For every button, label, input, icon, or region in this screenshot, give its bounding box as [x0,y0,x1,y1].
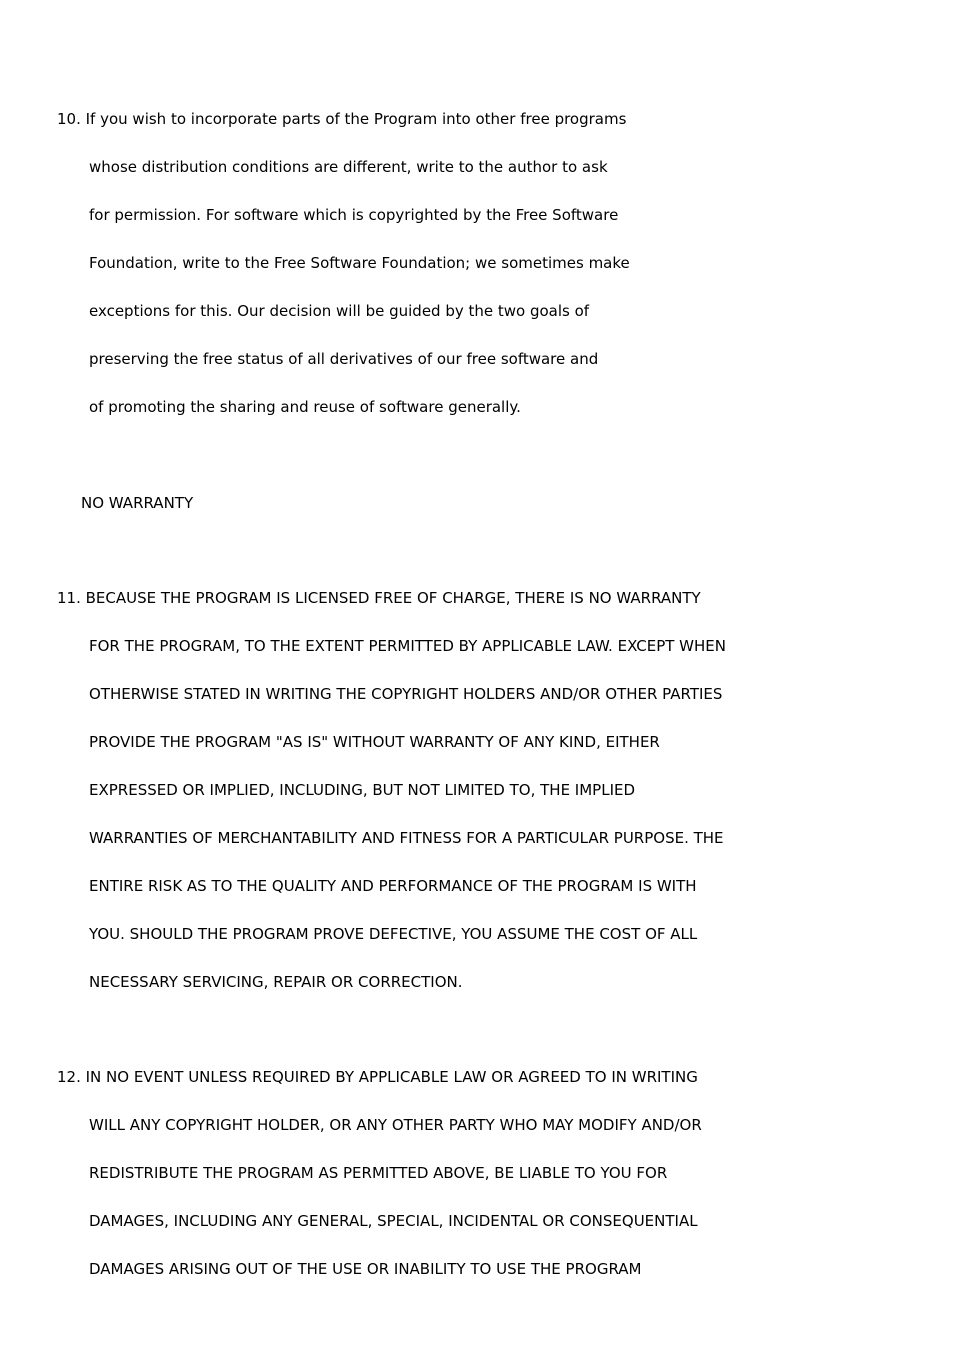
section-12-line-4: DAMAGES, INCLUDING ANY GENERAL, SPECIAL, INCIDENTAL OR CONSEQUENTIAL [89,1212,698,1230]
section-12-line-3: REDISTRIBUTE THE PROGRAM AS PERMITTED ABOVE, BE LIABLE TO YOU FOR [89,1164,668,1182]
section-11-line-7: ENTIRE RISK AS TO THE QUALITY AND PERFORMANCE OF THE PROGRAM IS WITH [89,877,697,895]
section-11-line-4: PROVIDE THE PROGRAM "AS IS" WITHOUT WARRANTY OF ANY KIND, EITHER [89,733,660,751]
section-10-line-4: Foundation, write to the Free Software Foundation; we sometimes make [89,254,630,272]
section-10-line-2: whose distribution conditions are different, write to the author to ask [89,158,608,176]
section-11-line-5: EXPRESSED OR IMPLIED, INCLUDING, BUT NOT LIMITED TO, THE IMPLIED [89,781,636,799]
section-11-line-9: NECESSARY SERVICING, REPAIR OR CORRECTION. [89,973,463,991]
section-10-line-6: preserving the free status of all derivatives of our free software and [89,350,599,368]
section-10-line-5: exceptions for this. Our decision will be guided by the two goals of [89,302,590,320]
section-10-line-1: 10. If you wish to incorporate parts of the Program into other free programs [57,110,627,128]
section-11-line-3: OTHERWISE STATED IN WRITING THE COPYRIGHT HOLDERS AND/OR OTHER PARTIES [89,685,723,703]
section-10-line-3: for permission. For software which is copyrighted by the Free Software [89,206,619,224]
section-12-line-2: WILL ANY COPYRIGHT HOLDER, OR ANY OTHER PARTY WHO MAY MODIFY AND/OR [89,1116,702,1134]
section-12-line-1: 12. IN NO EVENT UNLESS REQUIRED BY APPLICABLE LAW OR AGREED TO IN WRITING [57,1068,698,1086]
section-11-line-8: YOU. SHOULD THE PROGRAM PROVE DEFECTIVE, YOU ASSUME THE COST OF ALL [89,925,698,943]
section-heading-no-warranty: NO WARRANTY [81,494,194,512]
section-11-line-1: 11. BECAUSE THE PROGRAM IS LICENSED FREE OF CHARGE, THERE IS NO WARRANTY [57,589,701,607]
section-11-line-6: WARRANTIES OF MERCHANTABILITY AND FITNESS FOR A PARTICULAR PURPOSE. THE [89,829,724,847]
section-10-line-7: of promoting the sharing and reuse of software generally. [89,398,521,416]
section-12-line-5: DAMAGES ARISING OUT OF THE USE OR INABILITY TO USE THE PROGRAM [89,1260,642,1278]
section-11-line-2: FOR THE PROGRAM, TO THE EXTENT PERMITTED BY APPLICABLE LAW. EXCEPT WHEN [89,637,726,655]
